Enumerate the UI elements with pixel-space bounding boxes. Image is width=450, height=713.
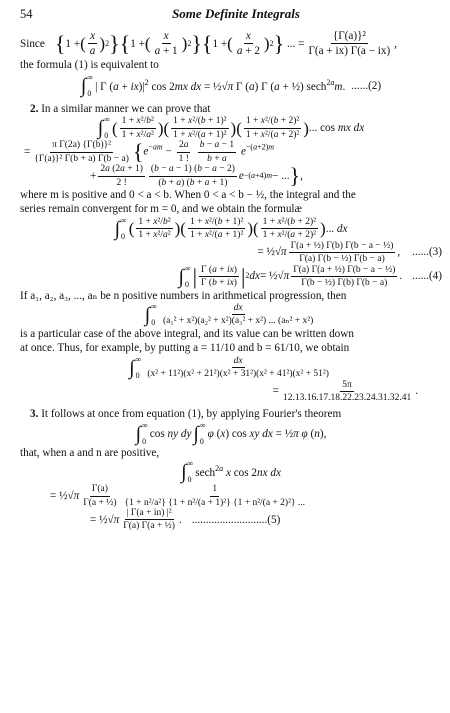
equation-example-value: = $\frac{5\pi}{12.13.16.17.18.22.23.24.31.32.41}$ . [272,379,418,403]
sech-rhs-denominator: Γ(a + ½) [83,497,117,508]
equation-5: = ½√ π $\frac{\text{| Γ(a + in) |²}}{\text{Γ(a) Γ(a + ½)}}$ . ........................... (5) [90,507,281,532]
section-2-text: In a similar manner we can prove that [41,102,211,115]
rhs1-numerator: π Γ(2a) {Γ(b)}² [50,140,113,152]
since-rhs-denominator: Γ(a + ix) Γ(a − ix) [308,45,391,58]
sech-rhs-numerator: Γ(a) [90,484,110,496]
equation-example: ∫ ∞ 0 dx (x² + 11²)(x² + 21²)(x² + 31²)(x² + 41²)(x² + 51²) [129,354,329,380]
text-line: that, when a and n are positive, [20,446,160,459]
equation-rhs-line2: + 2a (2a + 1) 2 ! (b − a − 1) (b − a − 2) (b + a) (b + a + 1) e −(a+4)m − ... } , [90,163,303,189]
example-denominator: (x² + 11²)(x² + 21²)(x² + 31²)(x² + 41²)(x² + 51²) [147,369,329,380]
progression-denominator: (a₁² + x²)(a₂² + x²)(a₃² + x²) ... (aₙ² + x²) [162,316,314,327]
text-line: at once. Thus, for example, by putting a = 11/10 and b = 61/10, we obtain [20,342,350,355]
example-value-numerator: 5π [340,380,354,392]
since-word: Since [20,37,45,50]
book-page [20,4,442,532]
sech-product-denominator: {1 + n²/a²} {1 + n²/(a + 1)²} {1 + n²/(a + 2)²} ... [124,497,305,508]
eq4-denominator: Γ(b − ½) Γ(b) Γ(b − a) [301,278,388,289]
section-3-intro [20,407,442,421]
equation-3-rhs: = ½√ π $\frac{\text{Γ(a + ½) Γ(b) Γ(b − a − ½)}}{\text{Γ(a) Γ(b − ½) Γ(b − a)}}$ , ......(3) [257,240,442,265]
text-line: the formula (1) is equivalent to [20,58,159,71]
since-tail: , [394,37,398,50]
equation-fourier: ∫ ∞ 0 cos ny dy ∫ ∞ 0 φ (x) cos xy dx = ½π φ (n), [135,420,327,446]
equation-since: Since { 1 + ( x a ) 2 } { 1 + ( x a + 1 ) 2 } { 1 + ( x a + 2 ) 2 } ... = $\frac{\text{\{Γ(a)\}²}}{\Gamma(a + ix) \Gamma(a - ix)}$ , [20,30,398,58]
equation-4: ∫ ∞ 0 | Γ (a + ix) Γ (b + ix) | 2 dx = ½√ π $\frac{\text{Γ(a) Γ(a + ½) Γ(b − a − ½)}}{\text{Γ(b − ½) Γ(b) Γ(b − a)}}$ . ......(4) [178,263,442,289]
equation-3-lhs: ∫ ∞ 0 ( 1 + x²/b² 1 + x²/a² ) ( 1 + x²/(b + 1)² 1 + x²/(a + 1)² ) ( 1 + x²/(b + 2)² 1 + x²/(a + 2)² ) ... dx [114,215,348,241]
equation-sech: ∫ ∞ 0 sech$^{2a}$ x cos 2nx dx [181,459,281,485]
section-number-3: 3. [30,408,39,421]
equation-2: ∫ ∞ 0 | Γ $(a + ix)|^2$ cos 2mx dx = ½√π Γ (a) Γ (a + ½) sech$^{2a}$m. ......(2) [80,72,382,98]
page-number: 54 [20,7,33,21]
equation-integral-cos: ∫ ∞ 0 ( 1 + x²/b² 1 + x²/a² ) ( 1 + x²/(b + 1)² 1 + x²/(a + 1)² ) ( 1 + x²/(b + 2)² 1 + x²/(a + 2)² ) ... cos mx dx [97,115,365,141]
text-line: series remain convergent for m = 0, and we obtain the formulæ [20,203,302,216]
equation-number-3: ......(3) [412,246,442,259]
running-header [20,6,442,28]
eq5-denominator: Γ(a) Γ(a + ½) [123,521,175,532]
section-3-text: It follows at once from equation (1), by applying Fourier's theorem [41,408,342,421]
text-line: is a particular case of the above integral, and its value can be written down [20,327,354,340]
eq3-denominator: Γ(a) Γ(b − ½) Γ(b − a) [299,254,385,265]
eq5-numerator: | Γ(a + in) |² [125,508,174,520]
text-line: If a₁, a₂, a₃, ..., aₙ be n positive numbers in arithmetical progression, then [20,289,347,302]
equation-number-2: ......(2) [351,79,382,92]
equation-number-5: (5) [267,513,281,526]
rhs1-denominator: {Γ(a)}² Γ(b + a) Γ(b − a) [34,153,129,164]
example-value-denominator: 12.13.16.17.18.22.23.24.31.32.41 [282,392,412,403]
eq3-numerator: Γ(a + ½) Γ(b) Γ(b − a − ½) [289,241,396,253]
equation-rhs-line1: = $\frac{\text{π Γ(2a) \{Γ(b)\}²}}{\text{\{Γ(a)\}² Γ(b + a) Γ(b − a)}}$ { $e^{-am}$ − $\frac{2a}{1 !}$ $\frac{b - a - 1}{b + a}$ $e^{-(a+2)m}$ [24,139,275,165]
text-line: where m is positive and 0 < a < b. When 0 < a < b − ½, the integral and the [20,189,356,202]
section-2-intro [20,102,442,116]
eq4-numerator: Γ(a) Γ(a + ½) Γ(b − a − ½) [291,265,397,277]
equation-progression-integral: ∫ ∞ 0 dx (a₁² + x²)(a₂² + x²)(a₃² + x²) ... (aₙ² + x²) [144,301,314,327]
equation-sech-rhs: = ½√ π $\frac{\Gamma(a)}{\text{Γ(a + ½)}}$ 1 {1 + n²/a²} {1 + n²/(a + 1)²} {1 + n²/(a + 2)²} ... [50,484,305,508]
since-rhs-numerator: {Γ(a)}² [331,30,368,44]
running-title: Some Definite Integrals [172,6,300,21]
section-number-2: 2. [30,102,39,115]
equation-number-4: ......(4) [412,270,442,283]
